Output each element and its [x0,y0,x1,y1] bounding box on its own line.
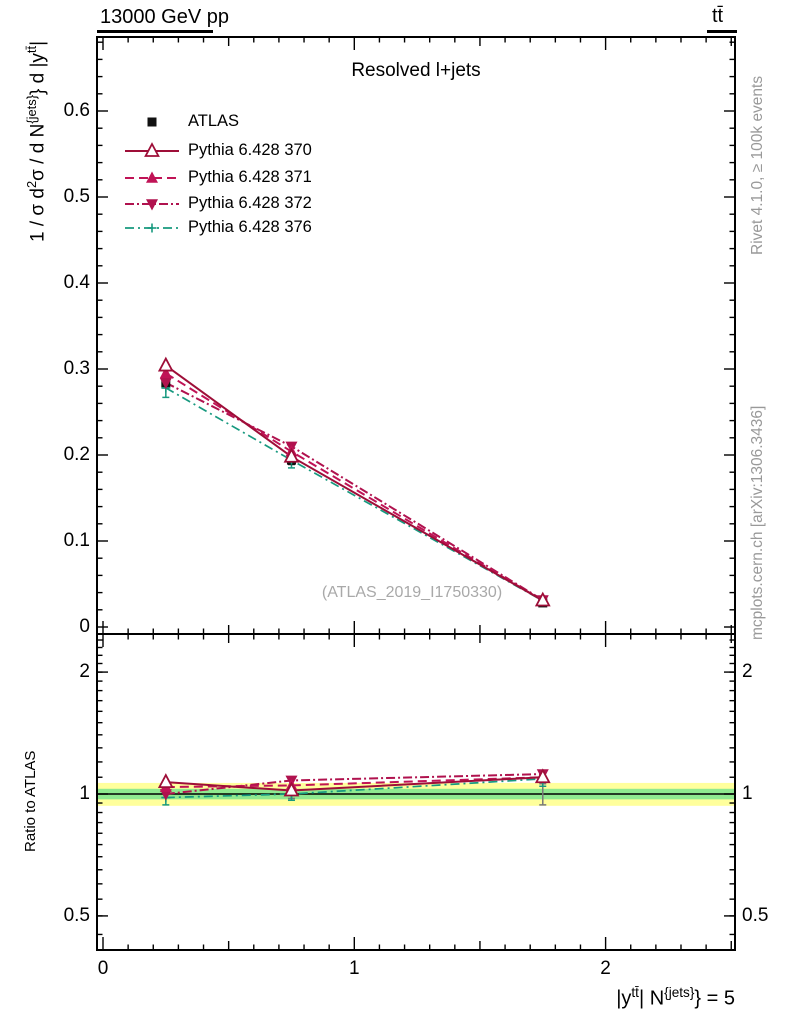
ratio-y-axis-label: Ratio to ATLAS [22,750,39,852]
ratio-y-tick-label-left: 2 [79,661,90,683]
main-y-tick-label: 0.3 [63,358,90,379]
ratio-y-tick-label-left: 1 [79,783,90,804]
x-tick-label: 1 [349,958,360,979]
xlabel-part: | N [638,987,665,1010]
legend-label-pythia-376: Pythia 6.428 376 [188,218,312,236]
legend-label-pythia-370: Pythia 6.428 370 [188,141,312,159]
xlabel-sup: {jets} [664,985,695,1000]
main-y-tick-label: 0.6 [63,100,90,121]
legend-label-pythia-371: Pythia 6.428 371 [188,168,312,186]
legend-label-pythia-372: Pythia 6.428 372 [188,194,312,212]
ylabel-sup: {jets} [24,94,39,124]
xlabel-part: |y [616,987,632,1010]
ylabel-part: | [27,40,49,46]
main-y-tick-label: 0.1 [63,530,90,551]
side-text-rivet: Rivet 4.1.0, ≥ 100k events [749,75,766,255]
header-process: tt̄ [712,5,724,27]
plot-title: Resolved l+jets [351,60,481,81]
xlabel-sup: tt̄ [631,985,639,1000]
main-y-tick-label: 0.5 [63,186,90,207]
x-axis-label [450,985,735,1011]
watermark-analysis-id: (ATLAS_2019_I1750330) [321,584,503,601]
main-y-axis-label [24,41,49,242]
ratio-y-tick-label-right: 2 [742,661,753,683]
legend-marker-pythia-376 [122,217,182,239]
legend-marker-atlas [122,111,182,133]
ratio-y-tick-label-left: 0.5 [63,904,90,926]
x-tick-label: 2 [600,958,611,979]
ylabel-sup: tt̄ [24,45,39,54]
side-text-mcplots: mcplots.cern.ch [arXiv:1306.3436] [749,405,766,640]
main-y-tick-label: 0 [79,616,90,637]
legend-marker-pythia-370 [122,140,182,162]
legend-marker-pythia-371 [122,167,182,189]
header-beam-energy: 13000 GeV pp [100,6,229,28]
ylabel-part: 1 / σ d [27,188,49,242]
ratio-y-tick-label-right: 0.5 [742,904,769,926]
xlabel-part: } = 5 [694,987,735,1010]
ylabel-part: σ / d N [27,123,49,181]
ylabel-sup: 2 [24,180,39,189]
main-y-tick-label: 0.4 [63,272,90,293]
legend-marker-pythia-372 [122,193,182,215]
main-y-tick-label: 0.2 [63,444,90,465]
ylabel-part: } d |y [27,53,49,95]
legend-label-atlas: ATLAS [188,112,240,130]
ratio-y-tick-label-right: 1 [742,783,753,804]
x-tick-label: 0 [97,958,109,979]
